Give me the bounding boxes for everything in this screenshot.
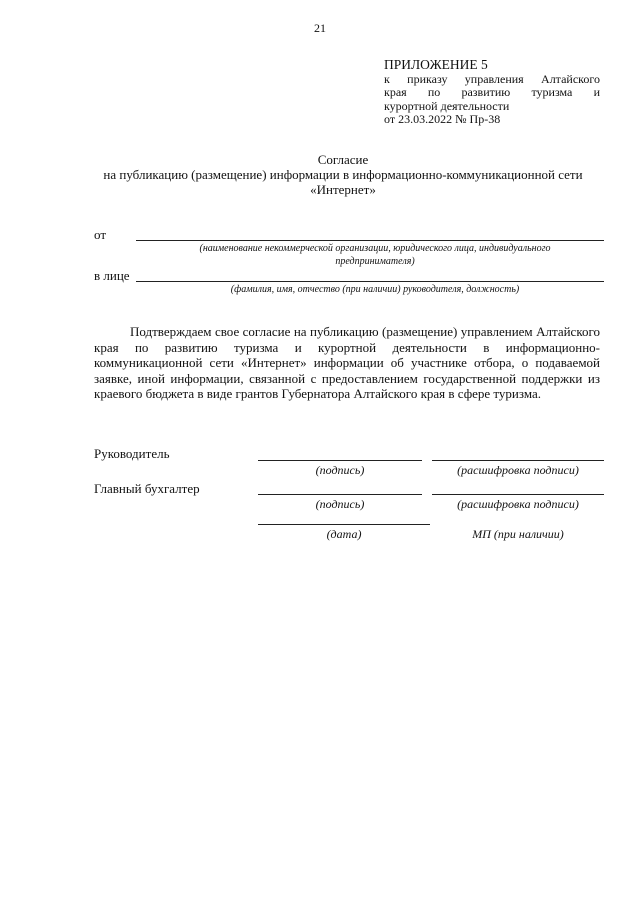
- document-title: [60, 152, 626, 197]
- accountant-signature-line[interactable]: [258, 494, 422, 495]
- page-number: 21: [314, 21, 326, 35]
- person-label: в лице: [94, 268, 130, 283]
- title-line-2: на публикацию (размещение) информации в информационно-коммуникационной сети: [103, 167, 583, 182]
- date-caption: (дата): [326, 527, 362, 541]
- annex-line-1: к приказу управления Алтайского: [384, 71, 600, 86]
- accountant-decoding-caption: (расшифровка подписи): [457, 497, 579, 511]
- from-caption-line-2: предпринимателя): [335, 255, 415, 267]
- from-field-line[interactable]: [136, 240, 604, 241]
- from-label: от: [94, 227, 107, 242]
- from-caption: [150, 243, 600, 268]
- accountant-label: Главный бухгалтер: [94, 481, 200, 496]
- annex-line-4: от 23.03.2022 № Пр-38: [384, 112, 501, 126]
- person-caption: (фамилия, имя, отчество (при наличии) руководителя, должность): [230, 284, 520, 295]
- annex-title: ПРИЛОЖЕНИЕ 5: [384, 57, 488, 72]
- person-field-line[interactable]: [136, 281, 604, 282]
- head-decoding-line[interactable]: [432, 460, 604, 461]
- head-signature-line[interactable]: [258, 460, 422, 461]
- accountant-decoding-line[interactable]: [432, 494, 604, 495]
- accountant-signature-caption: (подпись): [315, 497, 365, 511]
- annex-line-2: края по развитию туризма и: [384, 85, 600, 99]
- head-label: Руководитель: [94, 446, 170, 461]
- title-line-3: «Интернет»: [310, 182, 376, 197]
- from-caption-line-1: (наименование некоммерческой организации, юридического лица, индивидуального: [199, 243, 551, 254]
- date-line[interactable]: [258, 524, 430, 525]
- body-text: Подтверждаем свое согласие на публикацию (размещение) управлением Алтайского края по развитию туризма и курортной деятельности в информационно-коммуникационной сети «Интернет» информации об участнике отбора, о подаваемой заявке, иной информации, связанной с предоставлением государственной поддержки из краевого бюджета в виде грантов Губернатора Алтайского края в сфере туризма.: [94, 324, 600, 401]
- body-paragraph: [94, 324, 600, 402]
- annex-block: [384, 58, 600, 127]
- head-signature-caption: (подпись): [315, 463, 365, 477]
- annex-line-3: курортной деятельности: [384, 98, 510, 113]
- head-decoding-caption: (расшифровка подписи): [457, 463, 579, 477]
- stamp-caption: МП (при наличии): [472, 527, 564, 541]
- title-line-1: Согласие: [317, 152, 369, 167]
